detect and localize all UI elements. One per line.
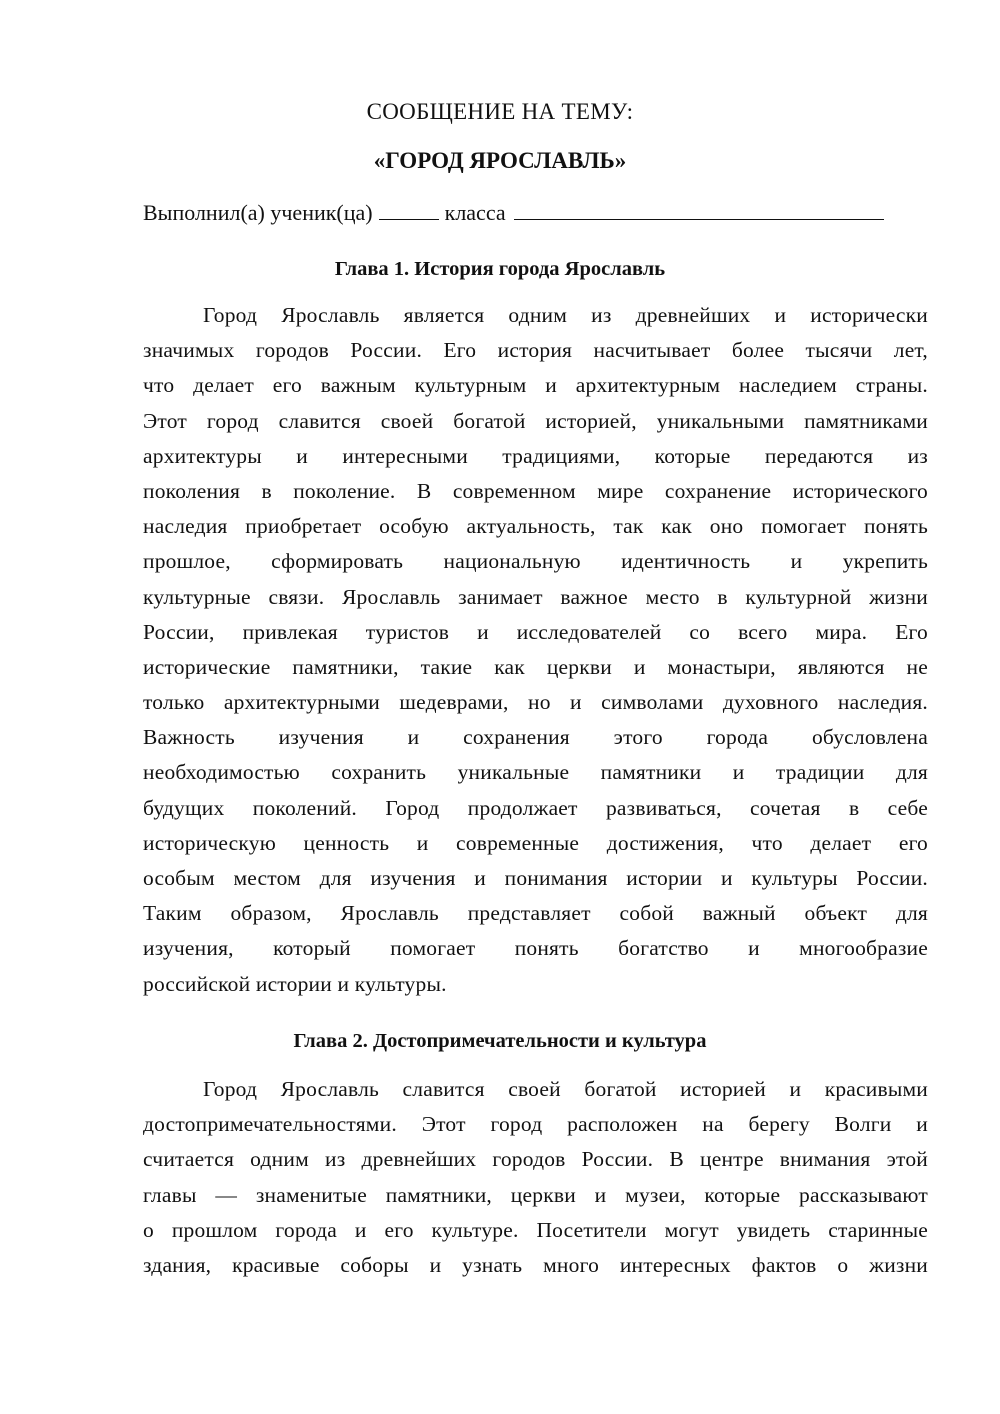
paragraph-line: прошлое, сформировать национальную идентичность и укрепить	[143, 549, 928, 574]
paragraph-line: главы — знаменитые памятники, церкви и музеи, которые рассказывают	[143, 1182, 928, 1207]
paragraph-line: о прошлом города и его культуре. Посетители могут увидеть старинные	[143, 1217, 928, 1242]
paragraph-line: российской истории и культуры.	[143, 971, 447, 996]
paragraph-line: особым местом для изучения и понимания истории и культуры России.	[143, 866, 928, 890]
paragraph-line: Этот город славится своей богатой историей, уникальными памятниками	[143, 408, 928, 433]
paragraph-line: историческую ценность и современные достижения, что делает его	[143, 830, 928, 855]
paragraph-line: культурные связи. Ярославль занимает важное место в культурной жизни	[143, 584, 928, 609]
paragraph-line: Таким образом, Ярославль представляет собой важный объект для	[143, 901, 928, 926]
paragraph-line: что делает его важным культурным и архитектурным наследием страны.	[143, 373, 928, 398]
class-number-blank	[379, 197, 439, 220]
paragraph-line: здания, красивые соборы и узнать много интересных фактов о жизни	[143, 1252, 928, 1277]
paragraph-line: Город Ярославль славится своей богатой историей и красивыми	[203, 1077, 928, 1101]
student-name-blank	[514, 197, 884, 220]
paragraph-line: поколения в поколение. В современном мире сохранение исторического	[143, 478, 928, 503]
paragraph-line: значимых городов России. Его история насчитывает более тысячи лет,	[143, 338, 928, 363]
chapter2-paragraph	[143, 1072, 928, 1283]
paragraph-line: будущих поколений. Город продолжает развиваться, сочетая в себе	[143, 795, 928, 820]
chapter2-heading: Глава 2. Достопримечательности и культура	[293, 1030, 707, 1052]
paragraph-line: только архитектурными шедеврами, но и символами духовного наследия.	[143, 690, 928, 715]
signature-label-student: Выполнил(а) ученик(ца)	[143, 200, 373, 225]
paragraph-line: исторические памятники, такие как церкви и монастыри, являются не	[143, 654, 928, 679]
paragraph-line: изучения, который помогает понять богатство и многообразие	[143, 936, 928, 961]
signature-line	[143, 197, 933, 228]
paragraph-line: Город Ярославль является одним из древнейших и исторически	[203, 303, 928, 327]
paragraph-line: считается одним из древнейших городов России. В центре внимания этой	[143, 1147, 928, 1172]
paragraph-line: архитектуры и интересными традициями, которые передаются из	[143, 443, 928, 468]
document-title-line2: «ГОРОД ЯРОСЛАВЛЬ»	[373, 148, 627, 173]
signature-label-class: класса	[444, 200, 506, 225]
paragraph-line: России, привлекая туристов и исследователей со всего мира. Его	[143, 619, 928, 644]
document-title-line1: СООБЩЕНИЕ НА ТЕМУ:	[366, 99, 634, 124]
paragraph-line: Важность изучения и сохранения этого города обусловлена	[143, 725, 928, 750]
paragraph-line: наследия приобретает особую актуальность, так как оно помогает понять	[143, 514, 928, 539]
chapter1-heading: Глава 1. История города Ярославль	[334, 258, 666, 280]
chapter1-paragraph	[143, 298, 928, 1002]
paragraph-line: достопримечательностями. Этот город расположен на берегу Волги и	[143, 1112, 928, 1137]
paragraph-line: необходимостью сохранить уникальные памятники и традиции для	[143, 760, 928, 785]
